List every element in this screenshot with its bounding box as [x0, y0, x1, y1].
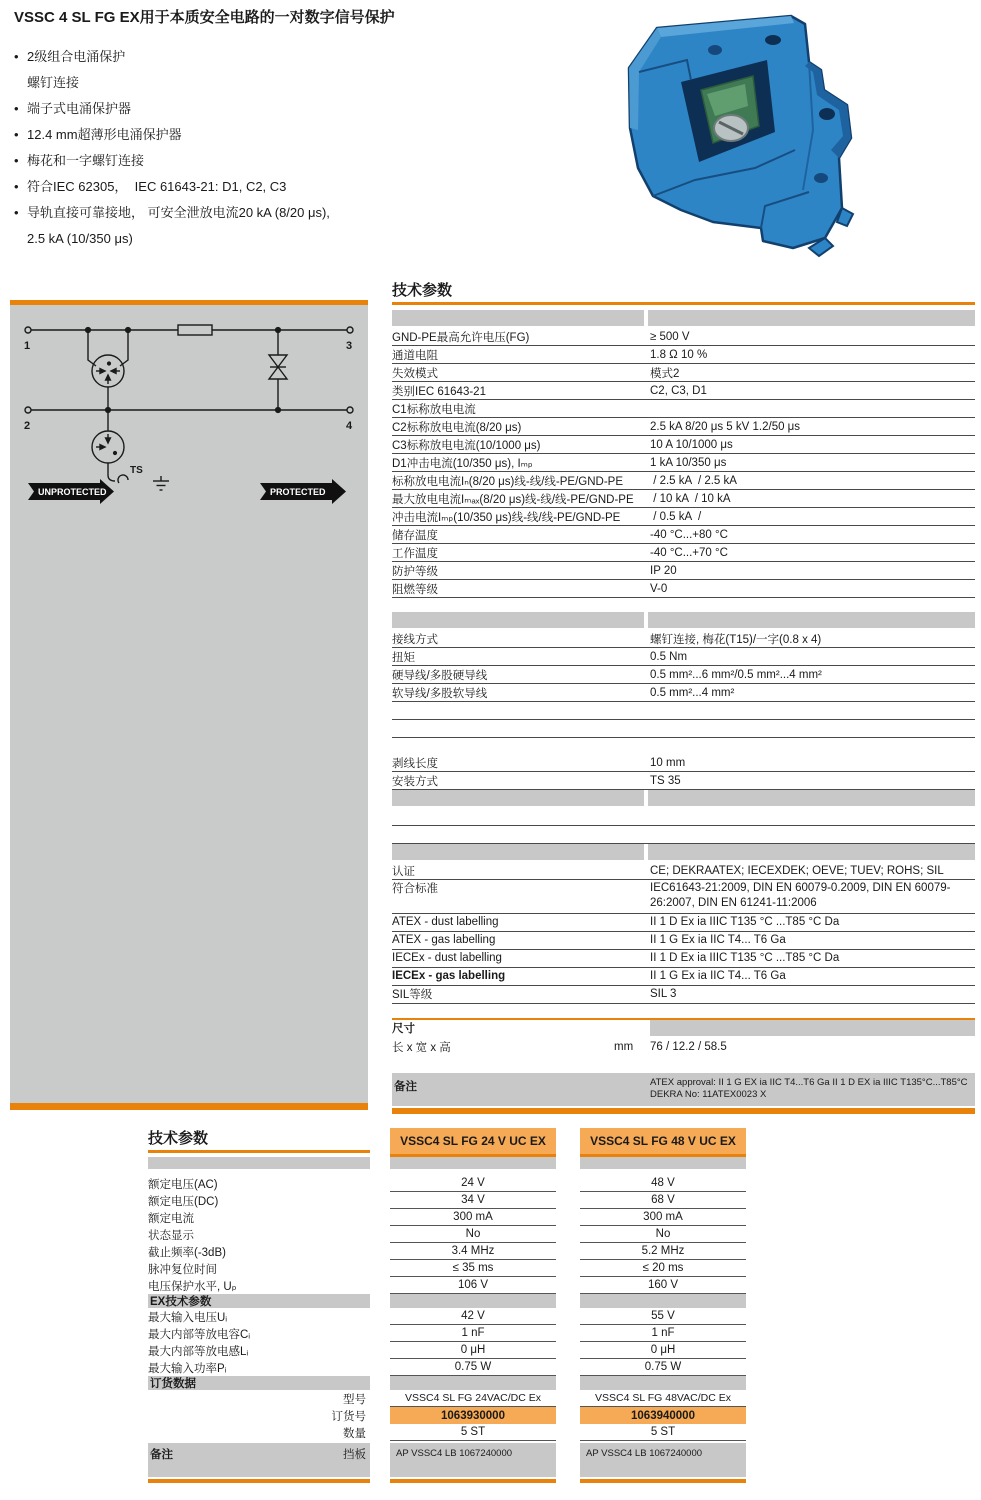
spec-row [392, 562, 975, 580]
dimension-unit: mm [614, 1040, 634, 1053]
spec-row [392, 932, 975, 950]
param-value: 160 V [580, 1277, 746, 1294]
table-band [148, 1157, 370, 1169]
order-section-band: 订货数据 [148, 1376, 370, 1390]
spec-row [392, 490, 975, 508]
feature-list [14, 44, 414, 252]
param-value: 0.75 W [580, 1359, 746, 1376]
product-column-48v [580, 1128, 746, 1483]
spec-value: CE; DEKRAATEX; IECEXDEK; OEVE; TUEV; ROHS; SIL [650, 864, 944, 877]
list-item [14, 44, 414, 70]
product-photo [595, 10, 880, 265]
terminal-label-1: 1 [24, 340, 31, 352]
param-value: 68 V [580, 1192, 746, 1209]
param-value: 55 V [580, 1308, 746, 1325]
spec-row [392, 400, 975, 418]
remark-label: 备注 [394, 1080, 417, 1093]
section-gap [392, 1057, 975, 1073]
param-value: 42 V [390, 1308, 556, 1325]
remark-line1: ATEX approval: II 1 G EX ia IIC T4...T6 Ga II 1 D EX ia IIIC T135°C...T85°C [650, 1076, 968, 1088]
spec-value: 0.5 mm²...4 mm² [650, 686, 735, 699]
spec-row [392, 968, 975, 986]
remark-row [392, 1073, 975, 1106]
param-label: 截止频率(-3dB) [148, 1246, 226, 1259]
table-band [392, 844, 975, 860]
spec-value: 10 mm [650, 756, 686, 769]
spec-label: 接线方式 [392, 633, 438, 646]
spec-label: 类别IEC 61643-21 [392, 385, 486, 398]
accessory-value: AP VSSC4 LB 1067240000 [580, 1443, 746, 1477]
tech-table-heading: 技术参数 [392, 282, 453, 299]
spec-value: 模式2 [650, 367, 680, 380]
bullet-icon: • [14, 179, 19, 194]
spec-row [392, 508, 975, 526]
dimensions-heading: 尺寸 [392, 1023, 415, 1036]
spec-value: / 10 kA / 10 kA [650, 492, 731, 505]
param-label: 订货号 [331, 1410, 366, 1423]
spec-value: II 1 G Ex ia IIC T4... T6 Ga [650, 970, 786, 983]
spec-label: 最大放电电流Iₘₐₓ(8/20 μs)线-线/线-PE/GND-PE [392, 493, 634, 506]
spec-value: SIL 3 [650, 988, 677, 1001]
accessory-value: AP VSSC4 LB 1067240000 [390, 1443, 556, 1477]
spec-row [392, 472, 975, 490]
spec-row [392, 666, 975, 684]
spec-row [392, 346, 975, 364]
spec-label: IECEx - gas labelling [392, 970, 506, 983]
comparison-heading-zone [148, 1128, 370, 1157]
comparison-heading: 技术参数 [148, 1130, 209, 1147]
bullet-text: 梅花和一字螺钉连接 [27, 153, 145, 168]
spec-value: IEC61643-21:2009, DIN EN 60079-0.2009, DIN EN 60079-26:2007, DIN EN 61241-11:2006 [650, 882, 951, 909]
order-section-band [580, 1376, 746, 1390]
bullet-subtext: 2.5 kA (10/350 μs) [27, 231, 133, 246]
spec-row [392, 436, 975, 454]
param-label: 状态显示 [148, 1229, 194, 1242]
spec-label: 失效模式 [392, 367, 438, 380]
spec-row [392, 418, 975, 436]
section-gap [392, 598, 975, 612]
spec-label: 硬导线/多股硬导线 [392, 669, 488, 682]
bullet-icon: • [14, 49, 19, 64]
param-label: 电压保护水平, Uₚ [148, 1280, 237, 1293]
product-column-24v [390, 1128, 556, 1483]
spec-label: D1冲击电流(10/350 μs), Iₘₚ [392, 457, 533, 470]
spec-label: C1标称放电电流 [392, 403, 476, 416]
param-value: 34 V [390, 1192, 556, 1209]
spec-value: / 0.5 kA / [650, 510, 702, 523]
param-label: 额定电压(AC) [148, 1178, 218, 1191]
circuit-diagram-panel [10, 300, 368, 1110]
spec-value: 1 kA 10/350 μs [650, 456, 727, 469]
bullet-icon: • [14, 205, 19, 220]
bullet-subtext: 螺钉连接 [27, 75, 80, 90]
product-name: VSSC4 SL FG 24 V UC EX [390, 1128, 556, 1157]
ex-section-band: EX技术参数 [148, 1294, 370, 1308]
spec-label: 工作温度 [392, 547, 438, 560]
spec-value: -40 °C...+80 °C [650, 528, 728, 541]
spec-label: C2标称放电电流(8/20 μs) [392, 421, 522, 434]
spec-value: V-0 [650, 582, 668, 595]
remark-band [148, 1443, 370, 1477]
spec-value: II 1 G Ex ia IIC T4... T6 Ga [650, 934, 786, 947]
spec-value: II 1 D Ex ia IIIC T135 °C ...T85 °C Da [650, 916, 840, 929]
order-section-band [390, 1376, 556, 1390]
empty-row [392, 702, 975, 720]
param-label: 数量 [343, 1427, 366, 1440]
order-number: 1063930000 [390, 1407, 556, 1424]
param-value: 0.75 W [390, 1359, 556, 1376]
param-value: 5.2 MHz [580, 1243, 746, 1260]
bullet-icon: • [14, 101, 19, 116]
spec-label: 储存温度 [392, 529, 438, 542]
spec-row [392, 862, 975, 880]
param-value: 0 μH [390, 1342, 556, 1359]
section-gap [392, 738, 975, 754]
accent-bar [390, 1479, 556, 1483]
param-label: 最大内部等放电感Lᵢ [148, 1345, 249, 1358]
param-value: ≤ 35 ms [390, 1260, 556, 1277]
spec-label: 标称放电电流Iₙ(8/20 μs)线-线/线-PE/GND-PE [392, 475, 624, 488]
spec-row [392, 914, 975, 932]
table-band [650, 1020, 975, 1036]
param-value: 300 mA [390, 1209, 556, 1226]
spec-value: IP 20 [650, 564, 677, 577]
param-value: ≤ 20 ms [580, 1260, 746, 1277]
bullet-icon: • [14, 153, 19, 168]
spec-row [392, 454, 975, 472]
param-label: 最大输入电压Uᵢ [148, 1311, 228, 1324]
param-value: 0 μH [580, 1342, 746, 1359]
spec-row [392, 544, 975, 562]
ts-label: TS [130, 465, 143, 476]
spec-value: C2, C3, D1 [650, 384, 707, 397]
bullet-icon: • [14, 127, 19, 142]
spec-label: 防护等级 [392, 565, 438, 578]
list-item [14, 148, 414, 174]
spec-row [392, 880, 975, 914]
param-value: No [390, 1226, 556, 1243]
param-value: No [580, 1226, 746, 1243]
spec-row [392, 580, 975, 598]
param-value: 24 V [390, 1175, 556, 1192]
spec-row [392, 754, 975, 772]
panel-bottom-bar [10, 1103, 368, 1110]
spec-row [392, 684, 975, 702]
spec-label: 扭矩 [392, 651, 415, 664]
param-value: 106 V [390, 1277, 556, 1294]
spec-label: 安装方式 [392, 775, 438, 788]
empty-row [392, 720, 975, 738]
unprotected-label: UNPROTECTED [38, 487, 107, 497]
table-band [390, 1157, 556, 1169]
dimension-row [392, 1037, 975, 1057]
accent-bar [392, 1108, 975, 1114]
spec-value: 0.5 mm²...6 mm²/0.5 mm²...4 mm² [650, 668, 822, 681]
quantity: 5 ST [580, 1424, 746, 1441]
accessory-label: 挡板 [343, 1449, 366, 1461]
spec-value: 1.8 Ω 10 % [650, 348, 708, 361]
bullet-text: 导轨直接可靠接地， 可安全泄放电流20 kA (8/20 μs), [27, 205, 330, 220]
dimensions-header [392, 1020, 975, 1037]
accent-line [392, 302, 975, 305]
spec-label: ATEX - gas labelling [392, 934, 496, 947]
list-item [14, 174, 414, 200]
param-label: 额定电压(DC) [148, 1195, 219, 1208]
spec-value: TS 35 [650, 774, 681, 787]
remark-label: 备注 [150, 1449, 173, 1461]
spec-label: 剥线长度 [392, 757, 438, 770]
param-value: 1 nF [390, 1325, 556, 1342]
accent-bar [148, 1479, 370, 1483]
param-label: 脉冲复位时间 [148, 1263, 217, 1276]
terminal-label-2: 2 [24, 420, 31, 432]
accent-bar [580, 1479, 746, 1483]
spec-row [392, 526, 975, 544]
spec-row [392, 328, 975, 346]
param-label: 最大内部等放电容Cᵢ [148, 1328, 251, 1341]
spec-value: ≥ 500 V [650, 330, 690, 343]
product-name: VSSC4 SL FG 48 V UC EX [580, 1128, 746, 1157]
table-band [392, 790, 975, 806]
list-item [14, 96, 414, 122]
accent-line [148, 1150, 370, 1153]
quantity: 5 ST [390, 1424, 556, 1441]
spec-label: 软导线/多股软导线 [392, 687, 488, 700]
bullet-text: 12.4 mm超薄形电涌保护器 [27, 127, 182, 142]
spec-value: II 1 D Ex ia IIIC T135 °C ...T85 °C Da [650, 952, 840, 965]
spec-row [392, 382, 975, 400]
variant-comparison [0, 1128, 981, 1488]
spec-value: / 2.5 kA / 2.5 kA [650, 474, 737, 487]
spec-label: GND-PE最高允许电压(FG) [392, 331, 530, 344]
param-value: 1 nF [580, 1325, 746, 1342]
ex-section-band [580, 1294, 746, 1308]
spec-value: 10 A 10/1000 μs [650, 438, 733, 451]
list-item [14, 200, 414, 226]
spec-label: 阻燃等级 [392, 583, 438, 596]
spec-value: 2.5 kA 8/20 μs 5 kV 1.2/50 μs [650, 420, 801, 433]
terminal-label-3: 3 [346, 340, 353, 352]
spec-row [392, 364, 975, 382]
page-title: VSSC 4 SL FG EX用于本质安全电路的一对数字信号保护 [14, 9, 395, 26]
empty-row [392, 826, 975, 844]
spec-row [392, 986, 975, 1004]
param-label: 额定电流 [148, 1212, 194, 1225]
bullet-text: 端子式电涌保护器 [27, 101, 132, 116]
comparison-labels-column [148, 1128, 370, 1483]
spec-row [392, 950, 975, 968]
terminal-label-4: 4 [346, 420, 353, 432]
bullet-text: 2级组合电涌保护 [27, 49, 126, 64]
spec-label: ATEX - dust labelling [392, 916, 499, 929]
remark-line2: DEKRA No: 11ATEX0023 X [650, 1089, 767, 1101]
dimension-label: 长 x 宽 x 高 [392, 1041, 451, 1054]
spec-label: IECEx - dust labelling [392, 952, 502, 965]
list-item [14, 122, 414, 148]
protected-label: PROTECTED [270, 487, 326, 497]
table-band [392, 612, 975, 628]
spec-row [392, 630, 975, 648]
tech-table [392, 280, 975, 1114]
remark-value [650, 1077, 975, 1102]
spec-label: 冲击电流Iₘₚ(10/350 μs)线-线/线-PE/GND-PE [392, 511, 621, 524]
spec-label: SIL等级 [392, 989, 433, 1002]
param-label: 型号 [343, 1393, 366, 1406]
dimension-value: 76 / 12.2 / 58.5 [650, 1040, 727, 1053]
param-label: 最大输入功率Pᵢ [148, 1362, 227, 1375]
product-header-zone [390, 1128, 556, 1157]
param-value: 3.4 MHz [390, 1243, 556, 1260]
spec-label: 认证 [392, 865, 415, 878]
spec-label: 符合标准 [392, 883, 438, 895]
spec-value: 螺钉连接, 梅花(T15)/一字(0.8 x 4) [650, 633, 822, 646]
spec-row [392, 648, 975, 666]
type-designation: VSSC4 SL FG 48VAC/DC Ex [580, 1390, 746, 1407]
product-header-zone [580, 1128, 746, 1157]
spec-label: C3标称放电电流(10/1000 μs) [392, 439, 541, 452]
spec-label: 通道电阻 [392, 349, 438, 362]
param-value: 300 mA [580, 1209, 746, 1226]
table-band [580, 1157, 746, 1169]
ex-section-band [390, 1294, 556, 1308]
spec-value: -40 °C...+70 °C [650, 546, 728, 559]
spec-value: 0.5 Nm [650, 650, 688, 663]
param-value: 48 V [580, 1175, 746, 1192]
spec-row [392, 772, 975, 790]
table-band [392, 310, 975, 326]
bullet-text: 符合IEC 62305， IEC 61643-21: D1, C2, C3 [27, 179, 287, 194]
type-designation: VSSC4 SL FG 24VAC/DC Ex [390, 1390, 556, 1407]
order-number: 1063940000 [580, 1407, 746, 1424]
circuit-diagram [10, 305, 368, 517]
empty-row [392, 808, 975, 826]
